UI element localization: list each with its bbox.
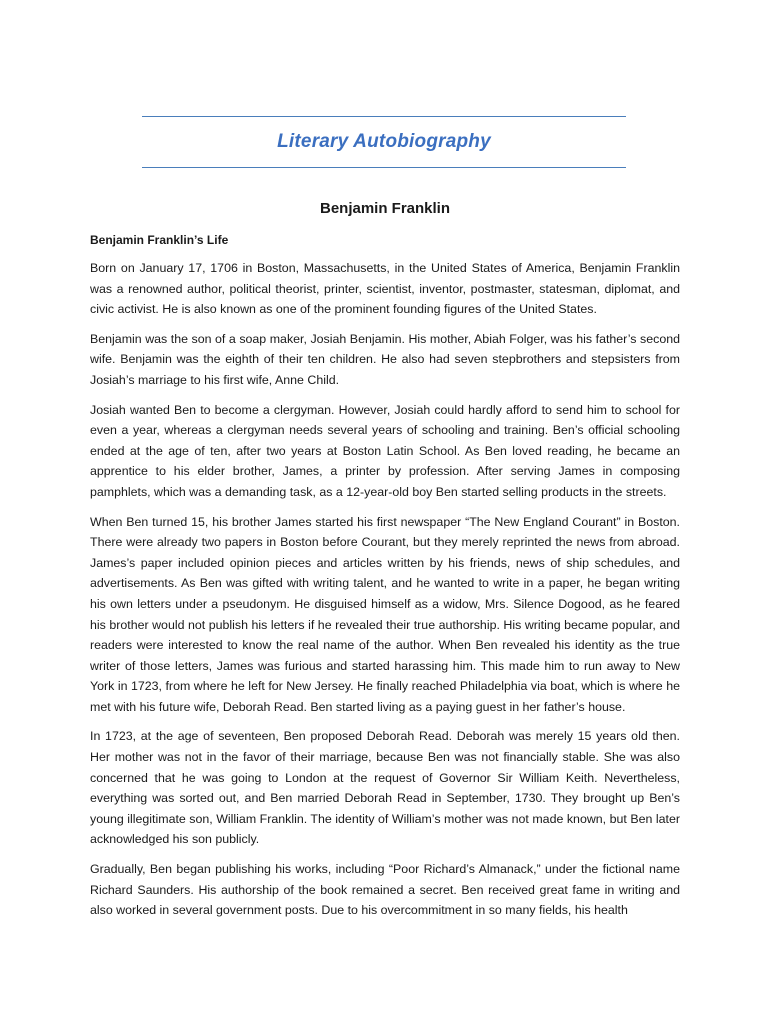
title-bottom-rule: [142, 167, 626, 168]
body-text: [90, 258, 680, 930]
paragraph: Josiah wanted Ben to become a clergyman. However, Josiah could hardly afford to send him to school for even a year, whereas a clergyman needs several years of schooling and training. Ben’s official schooling ended at the age of ten, after two years at Boston Latin School. As Ben loved reading, he became an apprentice to his elder brother, James, a printer by profession. After serving James in composing pamphlets, which was a demanding task, as a 12-year-old boy Ben started selling products in the streets.: [90, 402, 680, 499]
title-block: [142, 116, 626, 168]
paragraph: Gradually, Ben began publishing his works, including “Poor Richard’s Almanack,” under the fictional name Richard Saunders. His authorship of the book remained a secret. Ben received great fame in writing and also worked in several government posts. Due to his overcommitment in so many fields, his health: [90, 862, 680, 918]
paragraph: Born on January 17, 1706 in Boston, Massachusetts, in the United States of America, Benjamin Franklin was a renowned author, political theorist, printer, scientist, inventor, postmaster, statesman, diplomat, and civic activist. He is also known as one of the prominent founding figures of the United States.: [90, 261, 680, 317]
paragraph: In 1723, at the age of seventeen, Ben proposed Deborah Read. Deborah was merely 15 years old then. Her mother was not in the favor of their marriage, because Ben was not financially stable. She was also concerned that he was going to London at the request of Governor Sir William Keith. Nevertheless, everything was sorted out, and Ben married Deborah Read in September, 1730. They brought up Ben’s young illegitimate son, William Franklin. The identity of William’s mother was not made known, but Ben later acknowledged his son publicly.: [90, 729, 680, 847]
document-title: Literary Autobiography: [277, 131, 491, 152]
author-name: Benjamin Franklin: [319, 200, 451, 217]
paragraph: When Ben turned 15, his brother James started his first newspaper “The New England Courant” in Boston. There were already two papers in Boston before Courant, but they merely reprinted the news from abroad. James’s paper included opinion pieces and articles written by his friends, news of ship schedules, and advertisements. As Ben was gifted with writing talent, and he wanted to write in a paper, he began writing his own letters under a pseudonym. He disguised himself as a widow, Mrs. Silence Dogood, as he feared his brother would not publish his letters if he revealed their true authorship. His writing became popular, and readers were interested to know the real name of the author. When Ben revealed his identity as the true writer of those letters, James was furious and started harassing him. This made him to run away to New York in 1723, from where he left for New Jersey. He finally reached Philadelphia via boat, which is where he met with his future wife, Deborah Read. Ben started living as a paying guest in her father’s house.: [90, 514, 680, 714]
paragraph: Benjamin was the son of a soap maker, Josiah Benjamin. His mother, Abiah Folger, was his father’s second wife. Benjamin was the eighth of their ten children. He also had seven stepbrothers and stepsisters from Josiah’s marriage to his first wife, Anne Child.: [90, 331, 680, 387]
section-heading: Benjamin Franklin’s Life: [90, 233, 229, 247]
